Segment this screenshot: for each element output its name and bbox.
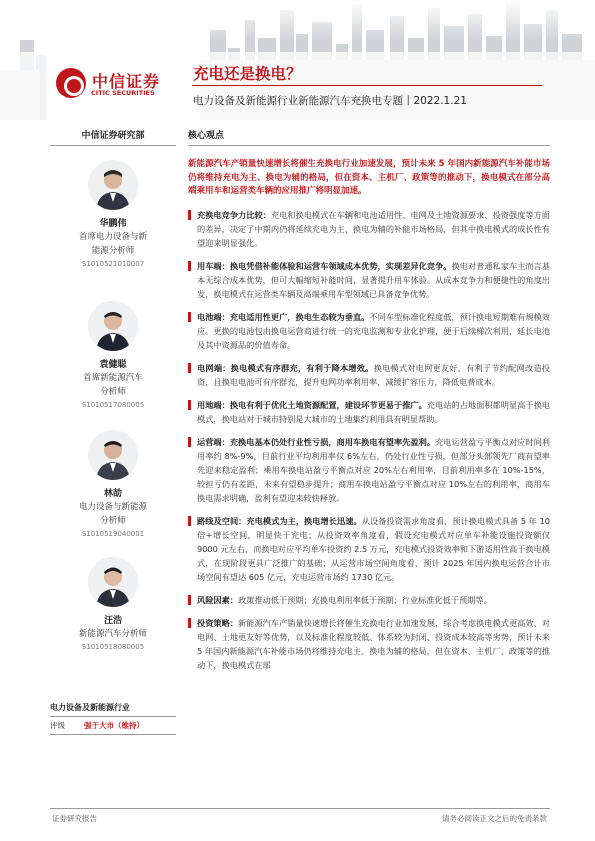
report-subtitle: 电力设备及新能源行业新能源汽车充换电专题丨2022.1.21 [193, 95, 467, 107]
analyst-role: 新能源汽车分析师 [78, 629, 147, 639]
analyst-name: 袁健聪 [99, 360, 127, 370]
analyst-license-id: S1010519040001 [81, 530, 145, 538]
analyst-license-id: S1010521010007 [81, 260, 145, 268]
key-point [188, 593, 550, 607]
analyst-card [50, 430, 176, 538]
key-point-body: 从设备投资需求角度看，预计换电模式具备 5 年 10 倍+增长空间，明显快于充电；从投资效率角度看，假设充电模式对应单车补能设施投资额仅 9000 元左右，而换电对应平均单车投资约 2.5 万元，充电模式投资效率和下游适用性高于换电模式，在现阶段更具广泛推广的基础；从运营市场空间角度看，预计 2025 年国内换电运营合计市场空间有望达 605 亿元，充电运营市场约 1730 亿元。 [197, 515, 550, 582]
footer-report-type: 证券研究报告 [52, 814, 97, 823]
key-point-body: 换电模式对电网更友好，有利于节约配网改造投资，且换电电池可有序群充，提升电网功率利用率，减缓扩容压力，降低电费成本。 [197, 362, 550, 387]
key-point [188, 361, 550, 389]
key-point-heading: 投资策略： [197, 617, 239, 628]
analyst-photo-avatar [88, 430, 138, 480]
key-point [188, 435, 550, 505]
key-point [188, 208, 550, 250]
analyst-photo-avatar [88, 301, 138, 351]
rating-industry-title: 电力设备及新能源行业 [50, 702, 176, 717]
analyst-name: 华鹏伟 [99, 219, 127, 229]
key-point [188, 514, 550, 584]
key-point-heading: 风险因素： [197, 594, 238, 605]
core-views-heading: 核心观点 [188, 128, 550, 146]
analyst-photo-avatar [88, 160, 138, 210]
key-point [188, 259, 550, 301]
rating-row [50, 720, 176, 735]
report-title: 充电还是换电？ [193, 65, 302, 83]
page-header [0, 0, 595, 120]
analyst-role: 电力设备与新能源 [78, 502, 147, 512]
logo-en-text: CITIC SECURITIES [91, 89, 155, 97]
key-point-body: 新能源汽车产销量快速增长将催生充换电行业加速发展，综合考虑换电模式更高效、对电网、土地更友好等优势，以及标准化程度较低、体系较为封闭、投资成本较高等劣势，预计未来 5 年国内新能源汽车补能市场仍将维持充电主、换电为辅的格局，但在资本、主机厂、政策等的推动下，换电模式在部 [197, 617, 550, 670]
analyst-card [50, 557, 176, 651]
industry-rating-box [50, 702, 176, 735]
key-point-body: 充电站的占地面积都明显高于换电模式，换电站对于城市特别是大城市的土地集约利用具有明显帮助。 [197, 399, 550, 424]
analyst-role: 分析师 [100, 516, 126, 526]
footer-divider [50, 808, 550, 809]
analyst-photo-avatar [88, 557, 138, 607]
key-point-heading: 充换电竞争力比较： [197, 209, 271, 220]
rating-value: 强于大市（维持） [84, 721, 144, 730]
research-dept-heading: 中信证券研究部 [50, 128, 176, 146]
key-point-heading: 用车端：换电凭借补能体验和运营车领域成本优势，实现差异化竞争。 [197, 260, 452, 271]
analyst-license-id: S1010518080005 [81, 643, 145, 651]
key-point-body: 换电对普通私家车主而言基本无综合成本优势，但可大幅缩短补能时间，显著提升用车体验。从成本竞争力和便捷性的角度出发，换电模式在运营类车辆及高端乘用车型领域已具备竞争优势。 [197, 260, 550, 299]
key-point-heading: 电网端：换电模式有序群充，有利于降本增效。 [197, 362, 374, 373]
analyst-name: 汪浩 [103, 616, 122, 626]
analyst-name: 林劼 [103, 489, 122, 499]
analyst-role: 首席新能源汽车 [83, 373, 143, 383]
key-point-heading: 用地端：换电有利于优化土地资源配置，建设环节更易于推广。 [197, 399, 427, 410]
analyst-column [50, 128, 176, 146]
citic-logo-mark-icon [56, 68, 86, 98]
analyst-card [50, 301, 176, 409]
analyst-role: 分析师 [100, 387, 126, 397]
key-point-heading: 路线及空间：充电模式为主，换电增长迅速。 [197, 515, 362, 526]
key-point-body: 不同车型标准化程度低，预计换电短期难有规模效应。更换的电池包由换电运营商进行统一的充电监测和专业化护理，便于后续梯次利用，延长电池及其中资源品的价值寿命。 [197, 311, 550, 350]
analyst-role: 能源分析师 [91, 246, 135, 256]
key-point [188, 616, 550, 672]
summary-paragraph: 新能源汽车产销量快速增长将催生充换电行业加速发展，预计未来 5 年国内新能源汽车补能市场仍将维持充电为主、换电为辅的格局，但在资本、主机厂、政策等的推动下，换电模式在部分高端乘用车和运营类车辆的应用推广将明显加速。 [188, 159, 550, 197]
key-point-body: 充电运营盈亏平衡点对应时间利用率约 8%-9%，目前行业平均利用率仅 6%左右，仍处行业性亏损，但部分头部领先厂商有望率先迎来稳定盈利；乘用车换电站盈亏平衡点对应 20%左右利用率，目前利用率多在 10%-15%，较担亏仍有差距，未来有望稳步提升；商用车换电站盈亏平衡点对应 10%左右的利用率，商用车换电需求明确，盈利有望迎来较快释放。 [197, 436, 550, 503]
analyst-card [50, 160, 176, 268]
key-point-body: 政策推动低于预期；充换电利用率低于预期；行业标准化低于预期等。 [237, 594, 492, 605]
footer-disclaimer-note: 请务必阅读正文之后的免责条款 [442, 814, 547, 823]
key-point-heading: 运营端：充换电基本仍处行业性亏损，商用车换电有望率先盈利。 [197, 436, 436, 447]
title-divider [192, 85, 542, 86]
core-views-column [188, 128, 550, 672]
key-point [188, 398, 550, 426]
key-point-heading: 电池端：充电适用性更广，换电生态较为垂直。 [197, 311, 370, 322]
key-point [188, 310, 550, 352]
rating-label: 评级 [50, 721, 65, 730]
citic-securities-logo [56, 68, 186, 104]
key-point-body: 充电和换电模式在车辆和电池适用性、电网及土地资源要求、投资强度等方面的差异，决定了中期内仍将延续充电为主、换电为辅的补能市场格局，但其中换电模式的成长性有望迎来明显强化。 [197, 209, 550, 248]
analyst-role: 首席电力设备与新 [78, 232, 147, 242]
logo-cn-text: 中信证券 [92, 72, 161, 91]
analyst-license-id: S1010517080005 [81, 401, 145, 409]
